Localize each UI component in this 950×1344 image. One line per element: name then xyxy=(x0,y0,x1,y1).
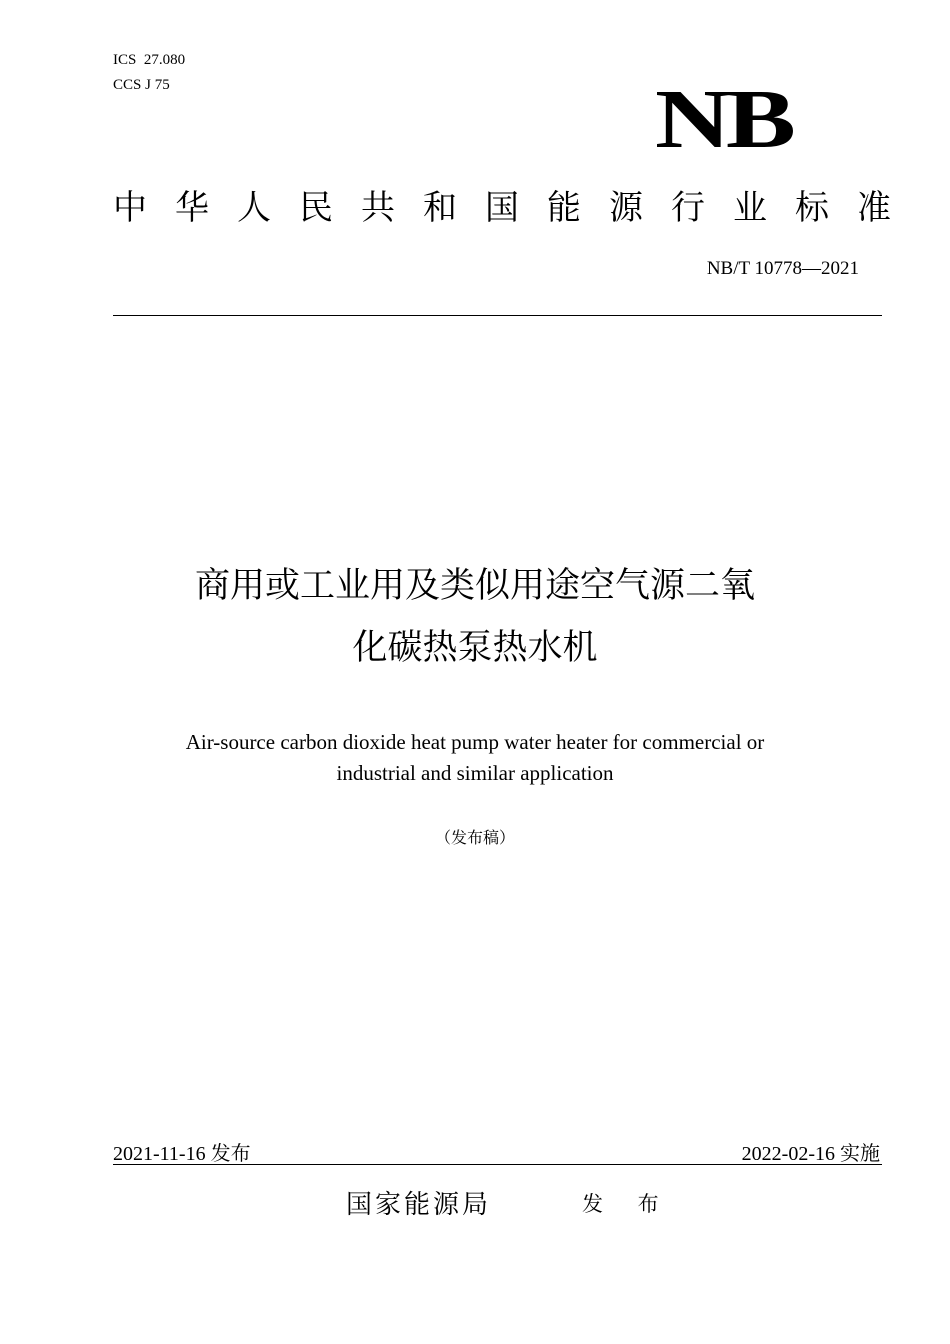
ccs-code: CCS J 75 xyxy=(113,77,170,93)
draft-note: （发布稿） xyxy=(434,828,515,847)
nb-logo-text: NB xyxy=(655,73,791,166)
document-title-en xyxy=(0,727,950,789)
ics-code: ICS 27.080 xyxy=(113,52,186,68)
issued-label: 发 布 xyxy=(582,1192,673,1216)
nb-logo xyxy=(655,73,835,166)
title-en-line-1: Air-source carbon dioxide heat pump water heater for commercial or xyxy=(185,730,765,754)
document-title-cn xyxy=(0,555,950,679)
classification-codes xyxy=(113,48,185,98)
standard-category-title: 中华人民共和国能源行业标准 xyxy=(113,188,919,228)
footer-divider xyxy=(113,1164,882,1165)
title-cn-line-2: 化碳热泵热水机 xyxy=(352,628,598,668)
title-en-line-2: industrial and similar application xyxy=(336,761,614,785)
issue-date: 2021-11-16 发布 xyxy=(113,1143,251,1165)
title-cn-line-1: 商用或工业用及类似用途空气源二氧 xyxy=(194,566,755,606)
issuing-authority: 国家能源局 xyxy=(346,1190,492,1220)
implementation-date: 2022-02-16 实施 xyxy=(741,1143,880,1165)
standard-code: NB/T 10778—2021 xyxy=(706,258,859,279)
header-divider xyxy=(113,315,882,316)
